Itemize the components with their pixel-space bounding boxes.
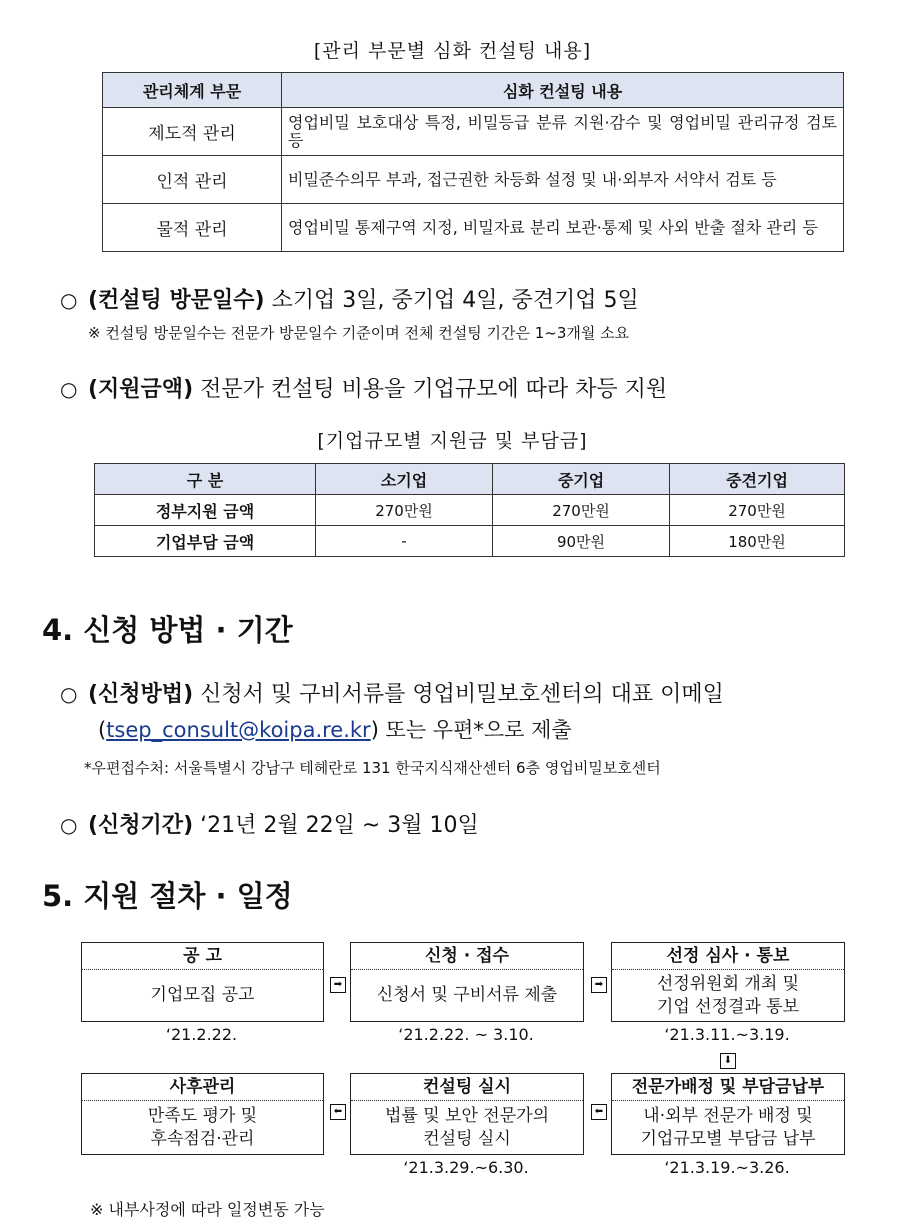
step-body-line: 선정위원회 개최 및: [656, 973, 800, 994]
step-body: [612, 970, 844, 1021]
arrow-right-icon: ➡: [591, 977, 607, 993]
step-body-line: 컨설팅 실시: [423, 1128, 511, 1149]
amount-bullet: [60, 372, 667, 403]
mail-address-note: *우편접수처: 서울특별시 강남구 테헤란로 131 한국지식재산센터 6층 영업비밀보호센터: [84, 759, 661, 777]
bullet-marker: ○: [60, 682, 78, 706]
step-body-line: 신청서 및 구비서류 제출: [376, 985, 558, 1005]
step-body-line: 법률 및 보안 전문가의: [384, 1105, 549, 1126]
table2-cell: 270만원: [316, 495, 493, 526]
arrow-left-icon: ⬅: [591, 1104, 607, 1120]
bullet-marker: ○: [60, 813, 78, 837]
arrow-left-icon: ⬅: [330, 1104, 346, 1120]
step-date: ‘21.3.19.~3.26.: [664, 1158, 790, 1177]
step-title: 신청 · 접수: [351, 943, 583, 970]
arrow-down-icon: ⬇: [720, 1053, 736, 1069]
email-link[interactable]: tsep_consult@koipa.re.kr: [106, 718, 371, 742]
table1-row-category: 물적 관리: [103, 204, 282, 252]
support-amount-table: [94, 463, 845, 557]
table1-caption: [관리 부문별 심화 컨설팅 내용]: [313, 40, 592, 62]
step-body-line: 기업 선정결과 통보: [656, 996, 800, 1017]
step-expert-assignment: [611, 1073, 845, 1155]
table1-row-category: 제도적 관리: [103, 108, 282, 156]
step-title: 사후관리: [82, 1074, 323, 1101]
step-title: 컨설팅 실시: [351, 1074, 583, 1101]
amount-label: (지원금액): [88, 377, 194, 402]
period-label: (신청기간): [88, 813, 194, 838]
table2-cell: -: [316, 526, 493, 557]
step-body-line: 후속점검·관리: [150, 1128, 255, 1149]
step-selection: [611, 942, 845, 1022]
method-label: (신청방법): [88, 682, 194, 707]
step-body-line: 내·외부 전문가 배정 및: [643, 1105, 813, 1126]
table2-header: 중기업: [493, 464, 670, 495]
table2-header: 소기업: [316, 464, 493, 495]
table2-header: 중견기업: [670, 464, 845, 495]
step-body: [82, 1101, 323, 1154]
table2-cell: 270만원: [493, 495, 670, 526]
table2-cell: 90만원: [493, 526, 670, 557]
step-title: 전문가배정 및 부담금납부: [612, 1074, 844, 1101]
step-announcement: [81, 942, 324, 1022]
period-text: ‘21년 2월 22일 ~ 3월 10일: [193, 813, 479, 838]
amount-text: 전문가 컨설팅 비용을 기업규모에 따라 차등 지원: [193, 377, 668, 402]
step-body: [82, 970, 323, 1021]
step-application: [350, 942, 584, 1022]
section5-title: 5. 지원 절차 · 일정: [42, 879, 293, 913]
step-body-line: 기업규모별 부담금 납부: [640, 1128, 816, 1149]
table2-header: 구 분: [95, 464, 316, 495]
step-date: ‘21.3.11.~3.19.: [664, 1025, 790, 1044]
method-bullet: [60, 677, 724, 708]
visit-days-bullet: [60, 283, 639, 314]
section4-title: 4. 신청 방법 · 기간: [42, 613, 293, 647]
table2-cell: 270만원: [670, 495, 845, 526]
table2-cell: 180만원: [670, 526, 845, 557]
table1-header-category: 관리체계 부문: [103, 73, 282, 108]
step-body: [612, 1101, 844, 1154]
step-aftercare: [81, 1073, 324, 1155]
step-date: ‘21.2.22. ~ 3.10.: [398, 1025, 534, 1044]
consulting-content-table: [102, 72, 844, 252]
bullet-marker: ○: [60, 377, 78, 401]
visit-days-text: 소기업 3일, 중기업 4일, 중견기업 5일: [264, 288, 639, 313]
step-body-line: 기업모집 공고: [150, 985, 255, 1005]
table1-row-content: 영업비밀 보호대상 특정, 비밀등급 분류 지원·감수 및 영업비밀 관리규정 검토 등: [282, 108, 844, 156]
method-open-paren: (: [98, 718, 107, 742]
table1-row-category: 인적 관리: [103, 156, 282, 204]
table2-row-label: 기업부담 금액: [95, 526, 316, 557]
table1-header-content: 심화 컨설팅 내용: [282, 73, 844, 108]
step-body: [351, 970, 583, 1021]
visit-days-note: ※ 컨설팅 방문일수는 전문가 방문일수 기준이며 전체 컨설팅 기간은 1~3개월 소요: [88, 324, 630, 342]
schedule-footnote: ※ 내부사정에 따라 일정변동 가능: [90, 1200, 325, 1219]
table1-row-content: 영업비밀 통제구역 지정, 비밀자료 분리 보관·통제 및 사외 반출 절차 관리 등: [282, 204, 844, 252]
step-title: 선정 심사 · 통보: [612, 943, 844, 970]
step-date: ‘21.3.29.~6.30.: [403, 1158, 529, 1177]
step-body-line: 만족도 평가 및: [147, 1105, 258, 1126]
table2-caption: [기업규모별 지원금 및 부담금]: [317, 430, 588, 452]
step-consulting: [350, 1073, 584, 1155]
bullet-marker: ○: [60, 288, 78, 312]
period-bullet: [60, 808, 479, 839]
visit-days-label: (컨설팅 방문일수): [88, 288, 265, 313]
table1-row-content: 비밀준수의무 부과, 접근권한 차등화 설정 및 내·외부자 서약서 검토 등: [282, 156, 844, 204]
method-text2: ) 또는 우편*으로 제출: [370, 718, 572, 742]
method-line2: [98, 714, 572, 744]
method-text: 신청서 및 구비서류를 영업비밀보호센터의 대표 이메일: [193, 682, 724, 707]
step-title: 공 고: [82, 943, 323, 970]
step-date: ‘21.2.22.: [165, 1025, 238, 1044]
table2-row-label: 정부지원 금액: [95, 495, 316, 526]
step-body: [351, 1101, 583, 1154]
arrow-right-icon: ➡: [330, 977, 346, 993]
